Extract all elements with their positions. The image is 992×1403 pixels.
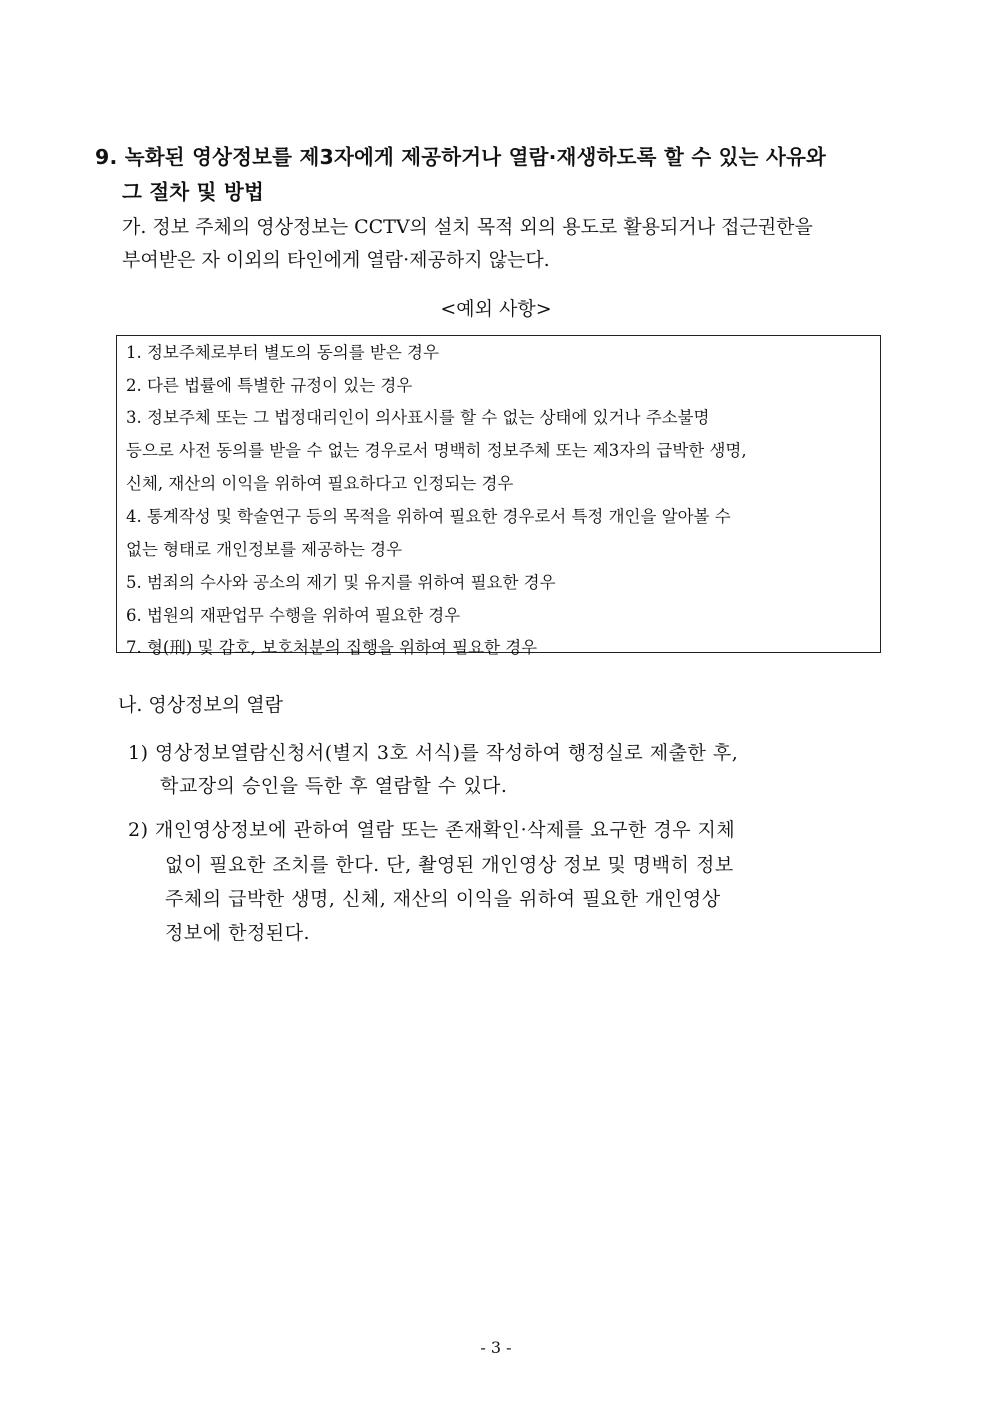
item2-line4: 정보에 한정된다.	[165, 922, 311, 944]
exception-line: 등으로 사전 동의를 받을 수 없는 경우로서 명백히 정보주체 또는 제3자의 급박한 생명,	[126, 441, 747, 460]
item2-line2: 없이 필요한 조치를 한다. 단, 촬영된 개인영상 정보 및 명백히 정보	[165, 854, 734, 876]
paragraph-ga-line1: 가. 정보 주체의 영상정보는 CCTV의 설치 목적 외의 용도로 활용되거나 접근권한을	[122, 216, 813, 238]
exception-line: 6. 법원의 재판업무 수행을 위하여 필요한 경우	[126, 606, 461, 625]
exception-line: 5. 범죄의 수사와 공소의 제기 및 유지를 위하여 필요한 경우	[126, 573, 556, 592]
exception-line: 2. 다른 법률에 특별한 규정이 있는 경우	[126, 376, 413, 395]
exception-line: 1. 정보주체로부터 별도의 동의를 받은 경우	[126, 343, 439, 362]
exception-line: 신체, 재산의 이익을 위하여 필요하다고 인정되는 경우	[126, 474, 514, 493]
paragraph-ga-line2: 부여받은 자 이외의 타인에게 열람·제공하지 않는다.	[122, 249, 550, 271]
exceptions-box	[116, 335, 881, 657]
item2-line1: 2) 개인영상정보에 관하여 열람 또는 존재확인·삭제를 요구한 경우 지체	[128, 819, 736, 841]
item2-line3: 주체의 급박한 생명, 신체, 재산의 이익을 위하여 필요한 개인영상	[165, 888, 721, 910]
exception-line: 4. 통계작성 및 학술연구 등의 목적을 위하여 필요한 경우로서 특정 개인을 알아볼 수	[126, 507, 731, 526]
item1-line2: 학교장의 승인을 득한 후 열람할 수 있다.	[160, 775, 508, 797]
page-number: - 3 -	[480, 1338, 512, 1357]
section-heading-line2: 그 절차 및 방법	[122, 180, 265, 204]
exception-line: 7. 형(刑) 및 감호, 보호처분의 집행을 위하여 필요한 경우	[126, 638, 538, 657]
exception-line: 없는 형태로 개인정보를 제공하는 경우	[126, 540, 403, 559]
section-heading-line1: 9. 녹화된 영상정보를 제3자에게 제공하거나 열람·재생하도록 할 수 있는 사유와	[95, 145, 827, 169]
exception-line: 3. 정보주체 또는 그 법정대리인이 의사표시를 할 수 없는 상태에 있거나 주소불명	[126, 408, 710, 427]
exceptions-caption: <예외 사항>	[440, 298, 552, 320]
item1-line1: 1) 영상정보열람신청서(별지 3호 서식)를 작성하여 행정실로 제출한 후,	[128, 742, 739, 764]
subsection-na-heading: 나. 영상정보의 열람	[118, 694, 283, 716]
